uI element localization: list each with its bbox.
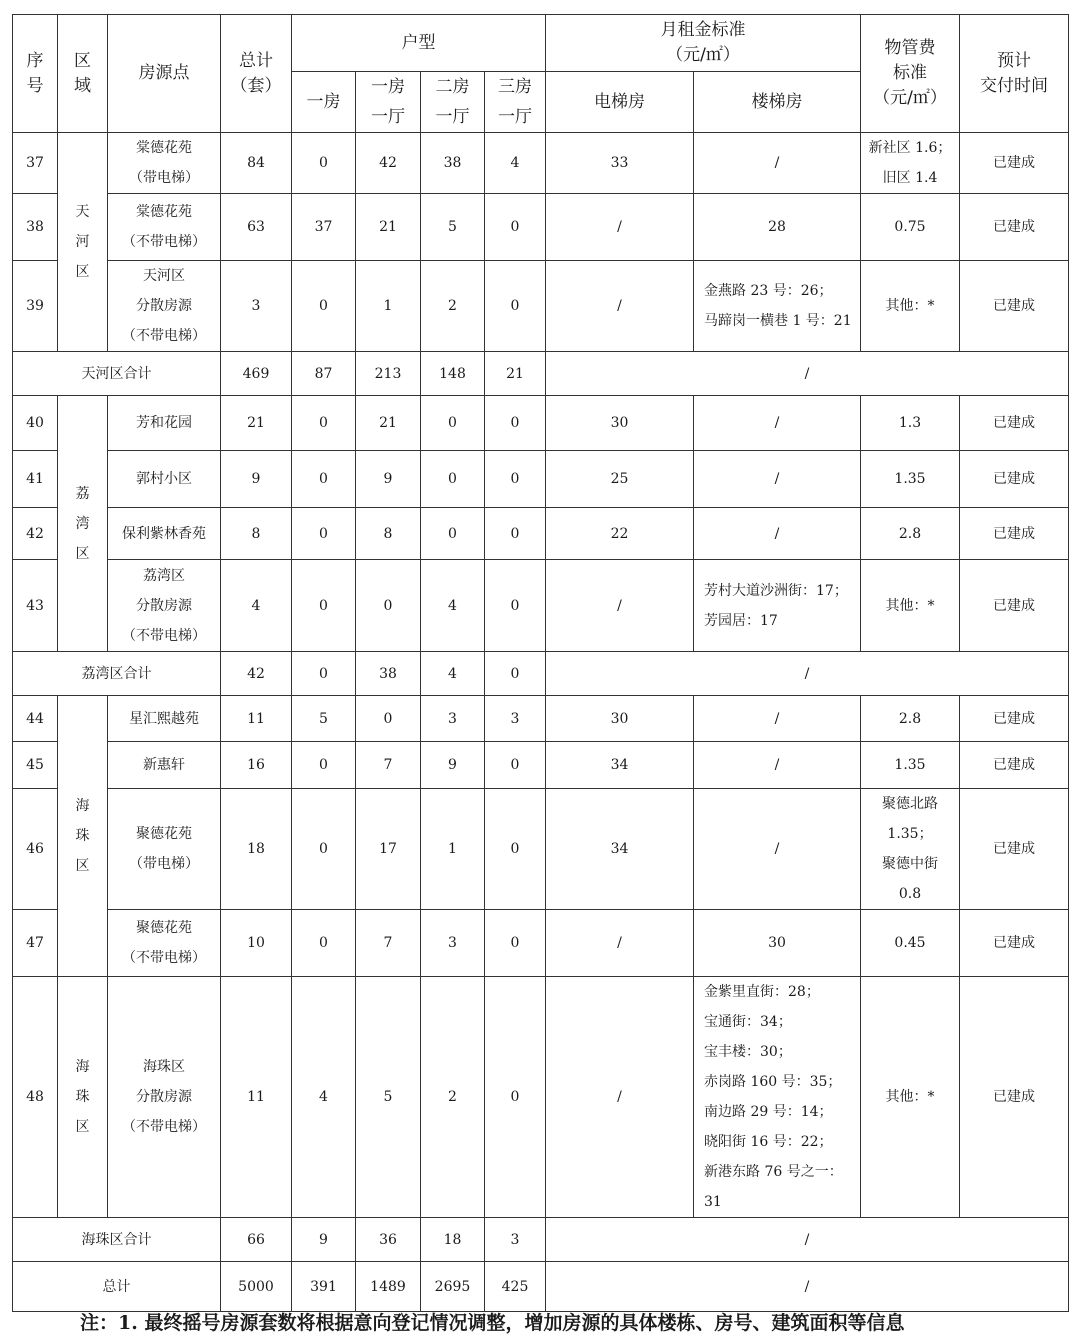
cell-one-room-hall: 42 — [356, 133, 421, 194]
cell-delivery: 已建成 — [960, 451, 1069, 508]
header-seq: 序 号 — [13, 15, 58, 133]
subtotal-two-room-hall: 18 — [421, 1218, 485, 1262]
cell-stair-rent: 金燕路 23 号：26； 马蹄岗一横巷 1 号：21 — [694, 261, 861, 352]
cell-three-room-hall: 0 — [485, 742, 546, 789]
cell-one-room-hall: 0 — [356, 696, 421, 742]
cell-delivery: 已建成 — [960, 789, 1069, 910]
subtotal-label: 海珠区合计 — [13, 1218, 221, 1262]
cell-elevator-rent: 30 — [546, 696, 694, 742]
cell-delivery: 已建成 — [960, 508, 1069, 560]
cell-delivery: 已建成 — [960, 261, 1069, 352]
table-row — [13, 789, 1069, 910]
cell-fee: 其他：* — [861, 977, 960, 1218]
cell-no: 48 — [13, 977, 58, 1218]
cell-fee: 1.35 — [861, 742, 960, 789]
cell-fee: 0.75 — [861, 194, 960, 261]
cell-stair-rent: / — [694, 696, 861, 742]
cell-one-room-hall: 0 — [356, 560, 421, 652]
cell-elevator-rent: / — [546, 910, 694, 977]
cell-source: 聚德花苑 （带电梯） — [108, 789, 221, 910]
cell-one-room-hall: 9 — [356, 451, 421, 508]
cell-no: 42 — [13, 508, 58, 560]
cell-stair-rent: / — [694, 133, 861, 194]
header-one-room-hall: 一房 一厅 — [356, 72, 421, 133]
cell-stair-rent: 28 — [694, 194, 861, 261]
subtotal-row — [13, 1218, 1069, 1262]
cell-one-room: 0 — [292, 560, 356, 652]
grand-total-rest: / — [546, 1262, 1069, 1312]
cell-one-room: 0 — [292, 396, 356, 451]
cell-two-room-hall: 0 — [421, 451, 485, 508]
subtotal-one-room-hall: 213 — [356, 352, 421, 396]
cell-source: 天河区 分散房源 （不带电梯） — [108, 261, 221, 352]
cell-three-room-hall: 0 — [485, 451, 546, 508]
cell-source: 保利紫林香苑 — [108, 508, 221, 560]
header-district: 区 域 — [58, 15, 108, 133]
cell-source: 聚德花苑 （不带电梯） — [108, 910, 221, 977]
header-source: 房源点 — [108, 15, 221, 133]
cell-fee: 1.35 — [861, 451, 960, 508]
subtotal-rest: / — [546, 1218, 1069, 1262]
cell-elevator-rent: / — [546, 560, 694, 652]
cell-source: 棠德花苑 （不带电梯） — [108, 194, 221, 261]
cell-stair-rent: 芳村大道沙洲街：17； 芳园居：17 — [694, 560, 861, 652]
cell-stair-rent: / — [694, 742, 861, 789]
cell-no: 43 — [13, 560, 58, 652]
cell-one-room-hall: 1 — [356, 261, 421, 352]
cell-no: 40 — [13, 396, 58, 451]
cell-elevator-rent: 34 — [546, 789, 694, 910]
cell-stair-rent: / — [694, 396, 861, 451]
grand-total-three-room-hall: 425 — [485, 1262, 546, 1312]
cell-no: 39 — [13, 261, 58, 352]
footnote: 注：1. 最终摇号房源套数将根据意向登记情况调整，增加房源的具体楼栋、房号、建筑面积等信息 — [80, 1312, 905, 1334]
cell-delivery: 已建成 — [960, 977, 1069, 1218]
cell-fee: 其他：* — [861, 560, 960, 652]
subtotal-total: 42 — [221, 652, 292, 696]
cell-elevator-rent: / — [546, 194, 694, 261]
subtotal-row — [13, 352, 1069, 396]
grand-total-label: 总计 — [13, 1262, 221, 1312]
cell-three-room-hall: 0 — [485, 396, 546, 451]
subtotal-one-room-hall: 36 — [356, 1218, 421, 1262]
cell-one-room: 0 — [292, 910, 356, 977]
subtotal-three-room-hall: 3 — [485, 1218, 546, 1262]
table-row — [13, 910, 1069, 977]
cell-one-room-hall: 21 — [356, 194, 421, 261]
cell-stair-rent: / — [694, 789, 861, 910]
cell-one-room: 37 — [292, 194, 356, 261]
cell-no: 44 — [13, 696, 58, 742]
cell-one-room: 0 — [292, 508, 356, 560]
cell-total: 4 — [221, 560, 292, 652]
cell-three-room-hall: 0 — [485, 977, 546, 1218]
cell-two-room-hall: 2 — [421, 261, 485, 352]
cell-one-room: 0 — [292, 261, 356, 352]
district-liwan: 荔 湾 区 — [58, 396, 108, 652]
cell-one-room-hall: 17 — [356, 789, 421, 910]
cell-no: 37 — [13, 133, 58, 194]
cell-total: 21 — [221, 396, 292, 451]
table-row — [13, 194, 1069, 261]
cell-one-room-hall: 8 — [356, 508, 421, 560]
cell-fee: 聚德北路 1.35； 聚德中街 0.8 — [861, 789, 960, 910]
cell-total: 8 — [221, 508, 292, 560]
cell-elevator-rent: 30 — [546, 396, 694, 451]
table-row — [13, 742, 1069, 789]
cell-source: 棠德花苑 （带电梯） — [108, 133, 221, 194]
table-row — [13, 696, 1069, 742]
table-row — [13, 508, 1069, 560]
subtotal-one-room: 87 — [292, 352, 356, 396]
cell-total: 3 — [221, 261, 292, 352]
grand-total-two-room-hall: 2695 — [421, 1262, 485, 1312]
cell-fee: 0.45 — [861, 910, 960, 977]
cell-two-room-hall: 0 — [421, 508, 485, 560]
cell-no: 47 — [13, 910, 58, 977]
cell-one-room: 5 — [292, 696, 356, 742]
cell-one-room: 0 — [292, 451, 356, 508]
subtotal-label: 荔湾区合计 — [13, 652, 221, 696]
header-two-room-hall: 二房 一厅 — [421, 72, 485, 133]
cell-three-room-hall: 0 — [485, 261, 546, 352]
grand-total-total: 5000 — [221, 1262, 292, 1312]
cell-two-room-hall: 0 — [421, 396, 485, 451]
cell-no: 45 — [13, 742, 58, 789]
cell-total: 11 — [221, 696, 292, 742]
cell-fee: 2.8 — [861, 696, 960, 742]
header-stair: 楼梯房 — [694, 72, 861, 133]
cell-elevator-rent: 34 — [546, 742, 694, 789]
cell-stair-rent: / — [694, 508, 861, 560]
subtotal-one-room: 9 — [292, 1218, 356, 1262]
cell-two-room-hall: 3 — [421, 696, 485, 742]
cell-two-room-hall: 2 — [421, 977, 485, 1218]
cell-no: 38 — [13, 194, 58, 261]
cell-total: 18 — [221, 789, 292, 910]
cell-one-room: 0 — [292, 789, 356, 910]
cell-two-room-hall: 1 — [421, 789, 485, 910]
cell-delivery: 已建成 — [960, 696, 1069, 742]
cell-three-room-hall: 0 — [485, 910, 546, 977]
cell-total: 10 — [221, 910, 292, 977]
header-three-room-hall: 三房 一厅 — [485, 72, 546, 133]
header-total: 总计 （套） — [221, 15, 292, 133]
subtotal-two-room-hall: 148 — [421, 352, 485, 396]
district-tianhe: 天 河 区 — [58, 133, 108, 352]
cell-no: 41 — [13, 451, 58, 508]
grand-total-one-room-hall: 1489 — [356, 1262, 421, 1312]
cell-fee: 2.8 — [861, 508, 960, 560]
table-row — [13, 560, 1069, 652]
subtotal-three-room-hall: 0 — [485, 652, 546, 696]
cell-elevator-rent: 33 — [546, 133, 694, 194]
cell-one-room: 0 — [292, 742, 356, 789]
cell-source: 星汇熙越苑 — [108, 696, 221, 742]
cell-delivery: 已建成 — [960, 133, 1069, 194]
district-haizhu-2: 海 珠 区 — [58, 977, 108, 1218]
cell-stair-rent: / — [694, 451, 861, 508]
cell-two-room-hall: 9 — [421, 742, 485, 789]
header-rent-standard: 月租金标准 （元/㎡） — [546, 15, 861, 72]
cell-fee: 1.3 — [861, 396, 960, 451]
cell-total: 16 — [221, 742, 292, 789]
cell-no: 46 — [13, 789, 58, 910]
housing-table — [12, 14, 1069, 1312]
cell-two-room-hall: 38 — [421, 133, 485, 194]
cell-two-room-hall: 5 — [421, 194, 485, 261]
subtotal-three-room-hall: 21 — [485, 352, 546, 396]
cell-total: 11 — [221, 977, 292, 1218]
cell-three-room-hall: 0 — [485, 508, 546, 560]
subtotal-one-room: 0 — [292, 652, 356, 696]
subtotal-total: 66 — [221, 1218, 292, 1262]
header-elevator: 电梯房 — [546, 72, 694, 133]
cell-stair-rent: 30 — [694, 910, 861, 977]
cell-one-room: 4 — [292, 977, 356, 1218]
cell-delivery: 已建成 — [960, 560, 1069, 652]
header-one-room: 一房 — [292, 72, 356, 133]
cell-one-room-hall: 21 — [356, 396, 421, 451]
grand-total-row — [13, 1262, 1069, 1312]
cell-two-room-hall: 3 — [421, 910, 485, 977]
cell-two-room-hall: 4 — [421, 560, 485, 652]
cell-source: 荔湾区 分散房源 （不带电梯） — [108, 560, 221, 652]
subtotal-rest: / — [546, 352, 1069, 396]
cell-three-room-hall: 3 — [485, 696, 546, 742]
district-haizhu: 海 珠 区 — [58, 696, 108, 977]
cell-elevator-rent: 25 — [546, 451, 694, 508]
cell-source: 海珠区 分散房源 （不带电梯） — [108, 977, 221, 1218]
cell-one-room: 0 — [292, 133, 356, 194]
cell-three-room-hall: 4 — [485, 133, 546, 194]
subtotal-rest: / — [546, 652, 1069, 696]
cell-delivery: 已建成 — [960, 742, 1069, 789]
cell-total: 63 — [221, 194, 292, 261]
cell-elevator-rent: / — [546, 261, 694, 352]
subtotal-two-room-hall: 4 — [421, 652, 485, 696]
cell-source: 新惠轩 — [108, 742, 221, 789]
subtotal-total: 469 — [221, 352, 292, 396]
subtotal-one-room-hall: 38 — [356, 652, 421, 696]
table-row — [13, 396, 1069, 451]
cell-total: 9 — [221, 451, 292, 508]
grand-total-one-room: 391 — [292, 1262, 356, 1312]
cell-three-room-hall: 0 — [485, 194, 546, 261]
cell-delivery: 已建成 — [960, 396, 1069, 451]
header-delivery: 预计 交付时间 — [960, 15, 1069, 133]
header-mgmt-fee: 物管费 标准 （元/㎡） — [861, 15, 960, 133]
cell-source: 郭村小区 — [108, 451, 221, 508]
subtotal-row — [13, 652, 1069, 696]
table-row — [13, 261, 1069, 352]
cell-three-room-hall: 0 — [485, 789, 546, 910]
cell-delivery: 已建成 — [960, 910, 1069, 977]
cell-three-room-hall: 0 — [485, 560, 546, 652]
subtotal-label: 天河区合计 — [13, 352, 221, 396]
cell-fee: 新社区 1.6； 旧区 1.4 — [861, 133, 960, 194]
header-unit-type: 户型 — [292, 15, 546, 72]
cell-stair-rent: 金紫里直街：28； 宝通街：34； 宝丰楼：30； 赤岗路 160 号：35； 南边路 29 号：14； 晓阳街 16 号：22； 新港东路 76 号之一：31 — [694, 977, 861, 1218]
cell-source: 芳和花园 — [108, 396, 221, 451]
cell-delivery: 已建成 — [960, 194, 1069, 261]
cell-one-room-hall: 5 — [356, 977, 421, 1218]
cell-elevator-rent: / — [546, 977, 694, 1218]
table-row — [13, 977, 1069, 1218]
cell-one-room-hall: 7 — [356, 910, 421, 977]
cell-fee: 其他：* — [861, 261, 960, 352]
table-row — [13, 451, 1069, 508]
cell-elevator-rent: 22 — [546, 508, 694, 560]
cell-one-room-hall: 7 — [356, 742, 421, 789]
cell-total: 84 — [221, 133, 292, 194]
table-row — [13, 133, 1069, 194]
